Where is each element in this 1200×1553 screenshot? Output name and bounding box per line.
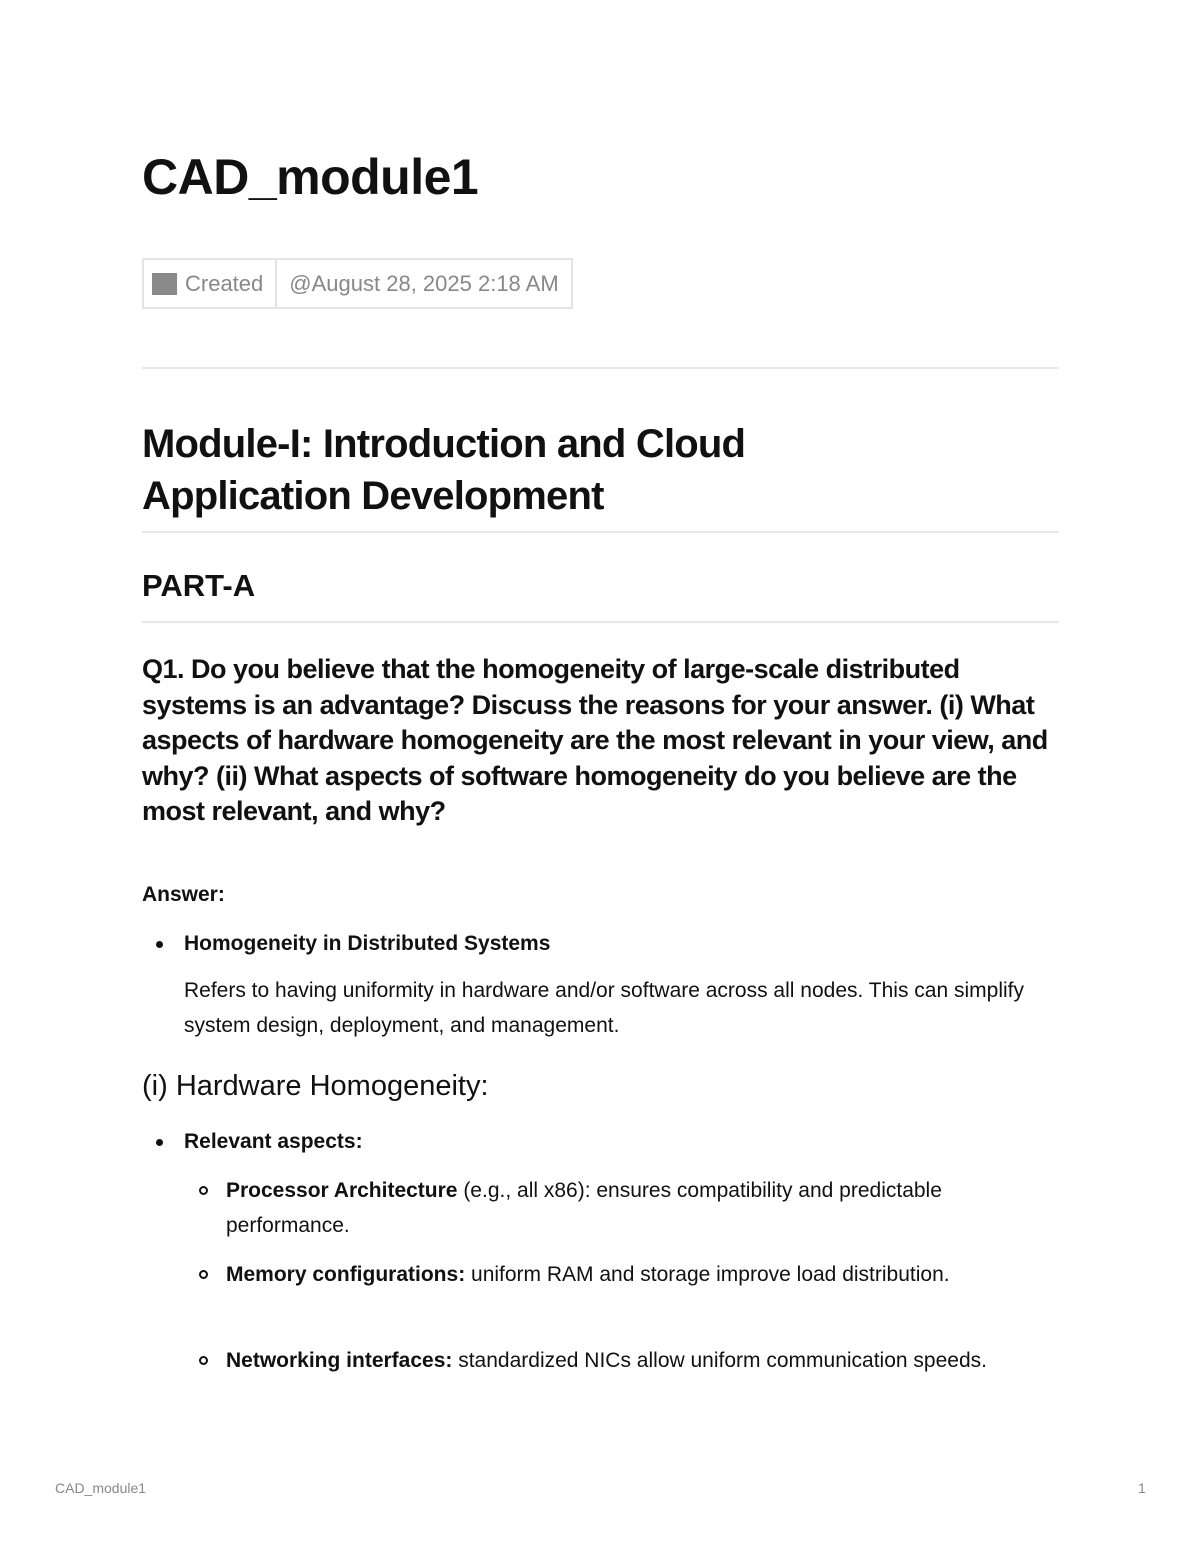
bullet-icon: [156, 941, 163, 948]
part-heading: PART-A: [142, 568, 256, 603]
sub-bullet-icon: [199, 1356, 208, 1365]
sub-bullet: [226, 1257, 986, 1292]
sub-bullet: [226, 1173, 986, 1243]
sub-bullet-text: uniform RAM and storage improve load distribution.: [465, 1263, 950, 1286]
bullet-title: Homogeneity in Distributed Systems: [184, 932, 551, 955]
divider: [142, 621, 1059, 623]
divider: [142, 531, 1059, 533]
answer-label: Answer:: [142, 883, 225, 906]
divider: [142, 367, 1059, 369]
sub-bullet-icon: [199, 1186, 208, 1195]
footer-page-number: 1: [1138, 1480, 1146, 1496]
bullet-text: Refers to having uniformity in hardware and/or software across all nodes. This can simplify system design, deployment, and management.: [184, 979, 1024, 1037]
property-label: Created: [185, 270, 264, 296]
question-heading: Q1. Do you believe that the homogeneity of large-scale distributed systems is an advantage? Discuss the reasons for your answer. (i) What aspects of hardware homogeneity are the most relevant in your view, and why? (ii) What aspects of software homogeneity do you believe are the most relevant, and why?: [142, 654, 1048, 826]
sub-bullet-bold: Networking interfaces:: [226, 1349, 453, 1372]
module-heading: Module-I: Introduction and Cloud Application Development: [142, 422, 746, 518]
sub-bullet-bold: Memory configurations:: [226, 1263, 466, 1286]
sub-bullet-icon: [199, 1270, 208, 1279]
sub-bullet-bold: Processor Architecture: [226, 1179, 458, 1202]
page-title: CAD_module1: [142, 149, 479, 205]
sub-bullet-text: standardized NICs allow uniform communication speeds.: [452, 1349, 987, 1372]
bullet-icon: [156, 1139, 163, 1146]
bullet-title: Relevant aspects:: [184, 1130, 363, 1153]
property-created: [142, 258, 573, 309]
property-type-icon: [152, 273, 177, 295]
property-value: @August 28, 2025 2:18 AM: [289, 270, 559, 296]
sub-bullet: [226, 1343, 1056, 1378]
section-heading: (i) Hardware Homogeneity:: [142, 1070, 489, 1102]
footer-doc-title: CAD_module1: [55, 1480, 147, 1496]
sub-bullet-text: (e.g., all x86): ensures compatibility and predictable performance.: [226, 1179, 942, 1237]
